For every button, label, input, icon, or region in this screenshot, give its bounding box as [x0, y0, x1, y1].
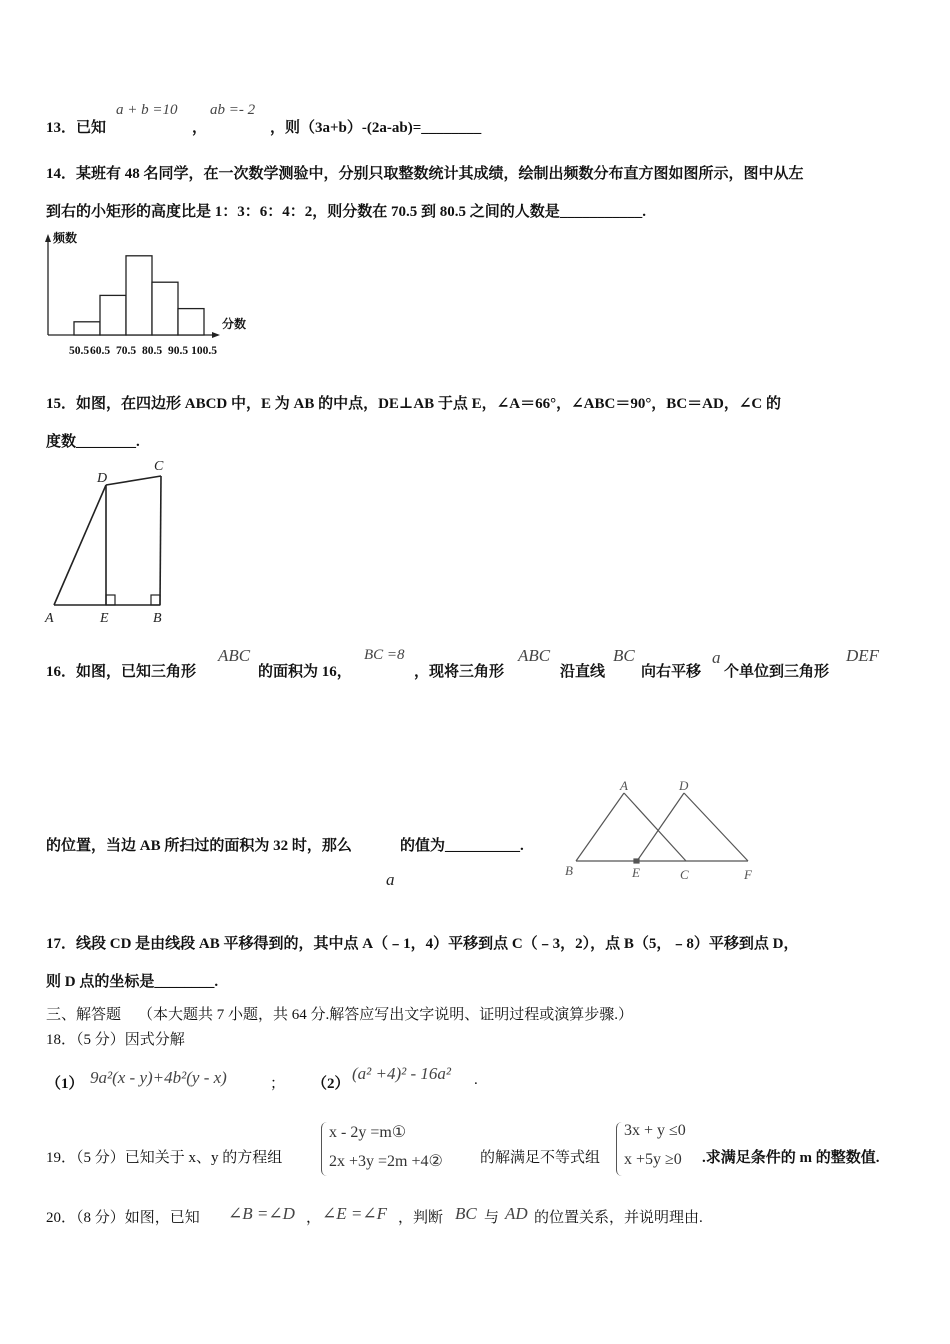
histogram-bar	[152, 282, 178, 335]
q16-a-1: a	[712, 648, 721, 667]
q16-a-2: a	[386, 870, 395, 889]
histogram-tick-labels	[69, 345, 217, 357]
q19-prefix: 19．（5 分）已知关于 x、y 的方程组	[46, 1150, 283, 1166]
histogram-bars	[74, 256, 204, 335]
segment-df	[684, 793, 748, 861]
q20-separator: ，	[306, 1210, 322, 1226]
label-c: C	[154, 459, 164, 474]
q19-system-brace	[321, 1122, 328, 1176]
label-d: D	[97, 471, 108, 486]
q19-suffix: .求满足条件的 m 的整数值.	[702, 1150, 880, 1166]
label-b: B	[153, 611, 162, 626]
right-angle-mark-e	[106, 595, 115, 605]
q17-line-2: 则 D 点的坐标是________.	[46, 974, 219, 990]
q17-line-1: 17．线段 CD 是由线段 AB 平移得到的，其中点 A（﹣1，4）平移到点 C（﹣3，2），点 B（5，﹣8）平移到点 D，	[46, 936, 799, 952]
q18-part-1-label: （1）	[46, 1076, 84, 1092]
q16-number: 16．如图，已知三角形	[46, 664, 197, 680]
q13-number: 13．已知	[46, 120, 107, 136]
q19-middle: 的解满足不等式组	[480, 1150, 601, 1166]
q13-equation-2: ab =- 2	[210, 102, 256, 118]
histogram-bar	[74, 322, 100, 335]
histogram-bar	[100, 295, 126, 335]
q14-line-2: 到右的小矩形的高度比是 1：3：6：4：2，则分数在 70.5 到 80.5 之间的人数是___________.	[46, 204, 647, 220]
q19-equation-2: 2x +3y =2m +4②	[329, 1153, 443, 1170]
q13-question: ，则（3a+b）-(2a-ab)=________	[270, 120, 482, 136]
histogram-tick-label: 100.5	[191, 345, 217, 357]
q18-title: 18．（5 分）因式分解	[46, 1032, 185, 1048]
q16-text-1: 的面积为 16，	[258, 664, 352, 680]
triangle-translation-figure	[560, 775, 770, 887]
histogram-tick-label: 50.5	[68, 345, 90, 357]
histogram-tick-label: 70.5	[115, 345, 137, 357]
histogram-bar	[126, 256, 152, 335]
q14-line-1: 14．某班有 48 名同学，在一次数学测验中，分别只取整数统计其成绩，绘制出频数分布直方图如图所示，图中从左	[46, 166, 804, 182]
y-axis-arrow	[45, 234, 51, 242]
q15-line-1: 15．如图，在四边形 ABCD 中，E 为 AB 的中点，DE⊥AB 于点 E，∠A＝66°，∠ABC＝90°，BC＝AD，∠C 的	[46, 396, 781, 412]
q18-part-2-label: （2）	[312, 1076, 350, 1092]
q16-line-2b: 的值为__________.	[400, 838, 524, 854]
label-c: C	[680, 867, 689, 882]
label-e: E	[632, 865, 640, 880]
section-3-title: 三、解答题	[46, 1007, 122, 1023]
q16-bc-equals-8: BC =8	[364, 647, 405, 663]
segment-cb	[160, 476, 161, 605]
q16-abc-2: ABC	[518, 646, 551, 665]
q20-and: 与	[484, 1210, 500, 1226]
x-axis-arrow	[212, 332, 220, 338]
label-b: B	[565, 863, 573, 878]
q16-bc: BC	[613, 646, 635, 665]
histogram-tick-label: 60.5	[89, 345, 111, 357]
q20-middle: ，判断	[398, 1210, 444, 1226]
q18-semicolon: ；	[270, 1076, 286, 1092]
q18-end: .	[474, 1072, 478, 1088]
label-d: D	[679, 778, 689, 793]
histogram-bar	[178, 309, 204, 335]
right-angle-mark-b	[151, 595, 160, 605]
q16-text-2: ，现将三角形	[414, 664, 505, 680]
segment-dc	[106, 476, 161, 485]
q19-inequality-1: 3x + y ≤0	[624, 1122, 686, 1139]
frequency-histogram	[40, 228, 260, 360]
label-f: F	[744, 867, 752, 882]
q20-bc: BC	[455, 1204, 477, 1223]
label-e: E	[100, 611, 109, 626]
q16-text-5: 个单位到三角形	[724, 664, 830, 680]
q19-inequality-2: x +5y ≥0	[624, 1151, 682, 1168]
q18-expression-2: (a² +4)² - 16a²	[352, 1064, 451, 1083]
q15-line-2: 度数________.	[46, 434, 140, 450]
q20-prefix: 20．（8 分）如图，已知	[46, 1210, 200, 1226]
q13-equation-1: a + b =10	[116, 102, 178, 118]
label-a: A	[45, 611, 54, 626]
q16-text-3: 沿直线	[560, 664, 606, 680]
q19-equation-1: x - 2y =m①	[329, 1124, 407, 1141]
label-a: A	[620, 778, 628, 793]
q13-separator: ，	[192, 120, 208, 136]
q16-abc-1: ABC	[218, 646, 251, 665]
q16-line-2: 的位置，当边 AB 所扫过的面积为 32 时，那么	[46, 838, 352, 854]
segment-ab	[576, 793, 624, 861]
q16-def: DEF	[846, 646, 880, 665]
histogram-x-label: 分数	[222, 317, 247, 331]
q20-angle-equation-1: ∠B =∠D	[228, 1204, 295, 1223]
point-e-mark	[634, 859, 639, 863]
q16-text-4: 向右平移	[641, 664, 702, 680]
q18-expression-1: 9a²(x - y)+4b²(y - x)	[90, 1068, 227, 1087]
section-3-description: （本大题共 7 小题，共 64 分.解答应写出文字说明、证明过程或演算步骤.）	[138, 1007, 634, 1023]
segment-ad	[54, 485, 106, 605]
q20-suffix: 的位置关系，并说明理由.	[534, 1210, 703, 1226]
quadrilateral-abcd-figure	[40, 455, 180, 630]
q20-angle-equation-2: ∠E =∠F	[322, 1204, 387, 1223]
histogram-y-label: 频数	[53, 231, 78, 245]
q20-ad: AD	[505, 1204, 528, 1223]
q19-inequality-brace	[616, 1122, 623, 1176]
histogram-tick-label: 80.5	[141, 345, 163, 357]
histogram-tick-label: 90.5	[167, 345, 189, 357]
